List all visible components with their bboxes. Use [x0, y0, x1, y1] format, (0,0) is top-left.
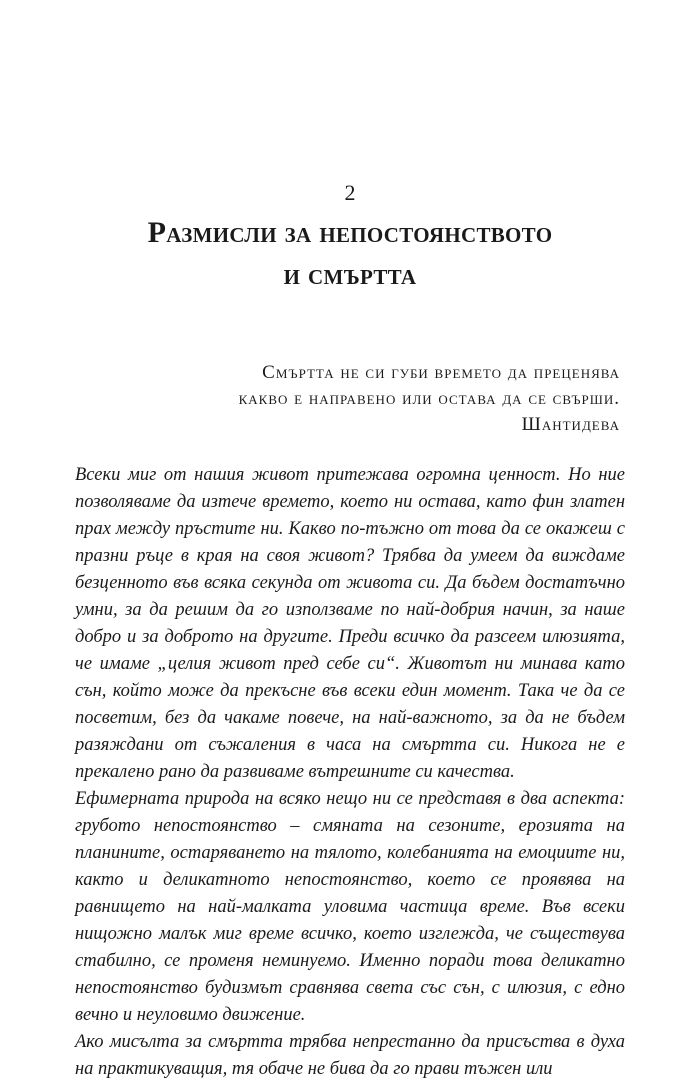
- epigraph: [60, 360, 620, 438]
- paragraph-2: Ефимерната природа на всяко нещо ни се представя в два аспекта: грубото непостоянство – смяната на сезоните, ерозията на планините, остаряването на тялото, колебанията на емоциите ни, както и деликатното непостоянство, което се проявява на равнището на най-малката уловима частица време. Във всеки нищожно малък миг време всичко, което изглежда, че съществува стабилно, се променя неминуемо. Именно поради това деликатно непостоянство будизмът сравнява света със сън, с илюзия, с едно вечно и неуловимо движение.: [75, 789, 625, 1025]
- epigraph-author: Шантидева: [521, 414, 620, 435]
- paragraph-1: Всеки миг от нашия живот притежава огромна ценност. Но ние позволяваме да изтече времето, което ни остава, като фин златен прах между пръстите ни. Какво по-тъжно от това да се окажеш с празни ръце в края на своя живот? Трябва да умеем да виждаме безценното във всяка секунда от живота си. Да бъдем достатъчно умни, за да решим да го използваме по най-добрия начин, за наше добро и за доброто на другите. Преди всичко да разсеем илюзията, че имаме „целия живот пред себе си“. Животът ни минава като сън, който може да прекъсне във всеки един момент. Така че да се посветим, без да чакаме повече, на най-важното, за да не бъдем разяждани от съжаления в часа на смъртта си. Никога не е прекалено рано да развиваме вътрешните си качества.: [75, 465, 625, 782]
- epigraph-line-2: какво е направено или остава да се свърши.: [238, 388, 620, 409]
- body-text: [75, 462, 625, 1083]
- chapter-title-line-1: Размисли за непостоянството: [147, 216, 553, 249]
- paragraph-3: Ако мисълта за смъртта трябва непрестанно да присъства в духа на практикуващия, тя обаче не бива да го прави тъжен или: [75, 1032, 625, 1079]
- epigraph-line-1: Смъртта не си губи времето да преценява: [262, 362, 620, 383]
- chapter-number: 2: [344, 180, 356, 205]
- chapter-title: [0, 212, 700, 296]
- chapter-title-line-2: и смъртта: [283, 258, 417, 291]
